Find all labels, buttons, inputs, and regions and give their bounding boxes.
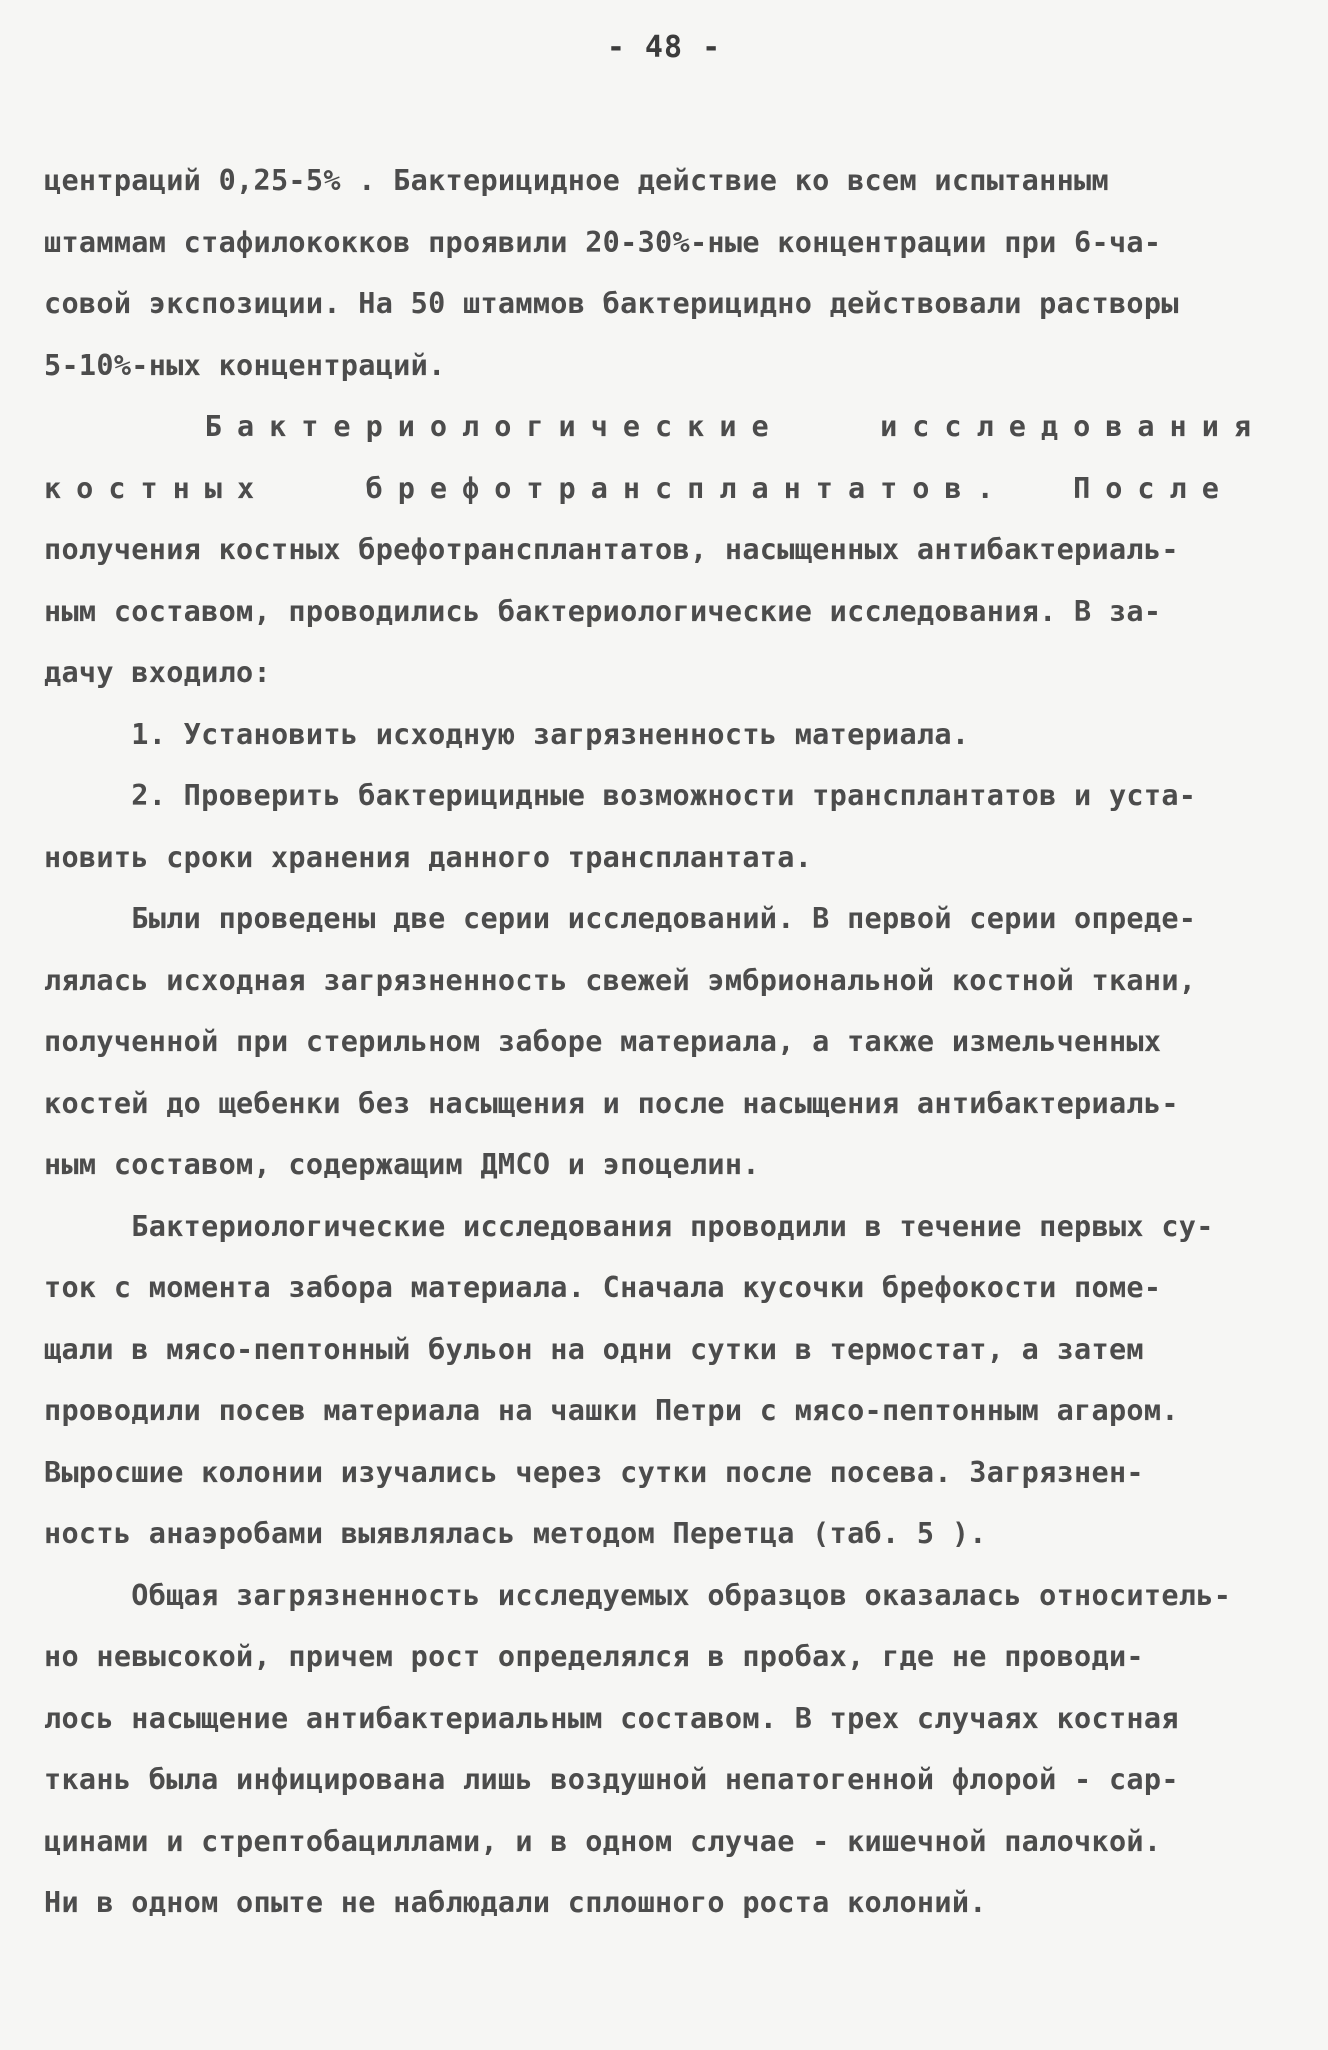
text-line: дачу входило: [44, 656, 271, 689]
text-line: штаммам стафилококков проявили 20-30%-ные концентрации при 6-ча- [44, 225, 1162, 259]
text-line: получения костных брефотрансплантатов, насыщенных антибактериаль- [44, 533, 1179, 566]
text-line: центраций 0,25-5% . Бактерицидное действие ко всем испытанным [44, 164, 1109, 197]
text-line: ным составом, содержащим ДМСО и эпоцелин. [44, 1148, 760, 1181]
text-line: ткань была инфицирована лишь воздушной непатогенной флорой - сар- [44, 1763, 1179, 1796]
text-line: совой экспозиции. На 50 штаммов бактерицидно действовали растворы [44, 287, 1179, 320]
text-line: щали в мясо-пептонный бульон на одни сутки в термостат, а затем [44, 1332, 1144, 1366]
section-heading-line: Бактериологические исследования [44, 410, 1267, 443]
text-line: Были проведены две серии исследований. В первой серии опреде- [44, 902, 1197, 935]
text-line: Бактериологические исследования проводили в течение первых су- [44, 1209, 1214, 1243]
text-line: лялась исходная загрязненность свежей эмбриональной костной ткани, [44, 963, 1197, 997]
text-line: но невысокой, причем рост определялся в пробах, где не проводи- [44, 1640, 1144, 1673]
page-number: - 48 - [606, 30, 722, 65]
text-line: проводили посев материала на чашки Петри с мясо-пептонным агаром. [44, 1394, 1179, 1427]
section-heading-line: костных брефотрансплантатов. После [44, 471, 1234, 505]
list-item: 1. Установить исходную загрязненность материала. [44, 717, 970, 751]
text-line: Общая загрязненность исследуемых образцов оказалась относитель- [44, 1578, 1232, 1612]
text-line: 5-10%-ных концентраций. [44, 348, 446, 382]
list-item: 2. Проверить бактерицидные возможности трансплантатов и уста- [44, 779, 1197, 812]
text-line: ность анаэробами выявлялась методом Перетца (таб. 5 ). [44, 1517, 987, 1550]
text-line: цинами и стрептобациллами, и в одном случае - кишечной палочкой. [44, 1824, 1162, 1858]
text-line: новить сроки хранения данного трансплантата. [44, 840, 813, 874]
text-line: полученной при стерильном заборе материала, а также измельченных [44, 1025, 1162, 1058]
text-line: Ни в одном опыте не наблюдали сплошного роста колоний. [44, 1886, 987, 1919]
text-line: лось насыщение антибактериальным составом. В трех случаях костная [44, 1701, 1179, 1735]
text-line: ток с момента забора материала. Сначала кусочки брефокости поме- [44, 1271, 1162, 1304]
text-line: ным составом, проводились бактериологические исследования. В за- [44, 594, 1162, 628]
body-text [44, 150, 1284, 1934]
text-line: Выросшие колонии изучались через сутки после посева. Загрязнен- [44, 1455, 1144, 1489]
text-line: костей до щебенки без насыщения и после насыщения антибактериаль- [44, 1086, 1179, 1120]
